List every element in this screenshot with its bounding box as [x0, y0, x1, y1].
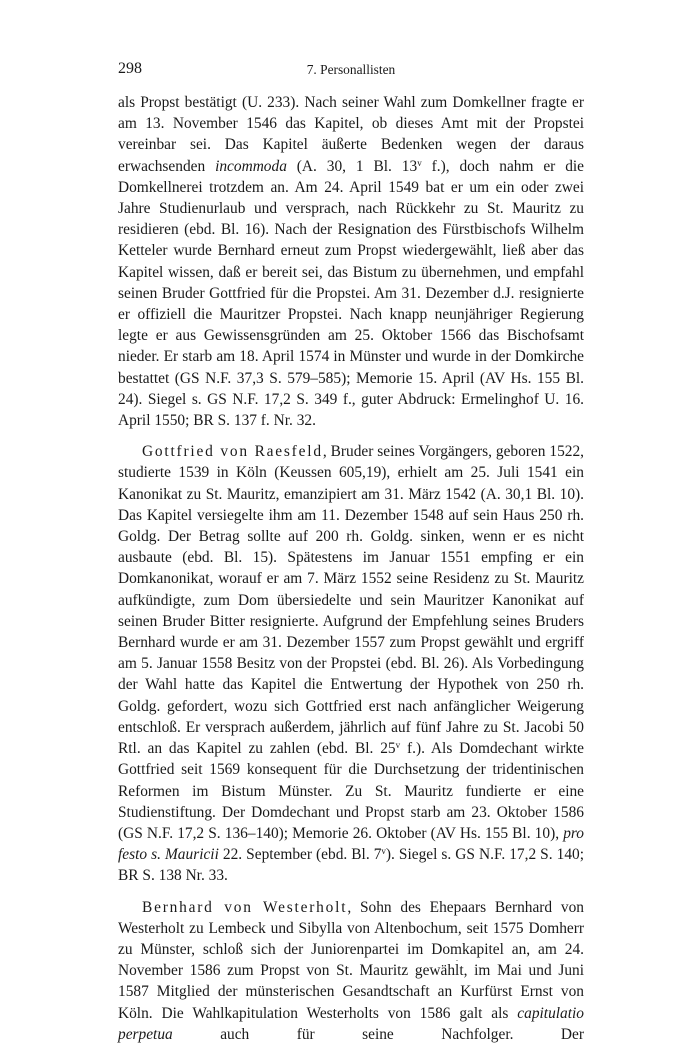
text-run: , Sohn des Ehepaars Bernhard von Westerholt zu Lembeck und Sibylla von Altenbochum, seit 1575 Domherr zu Münster, schloß sich der Juniorenpartei im Domkapitel an, am 24. November 1586 zum Propst von St. Mauritz gewählt, im Mai und Juni 1587 Mitglied der münsterischen Gesandtschaft an Kurfürst Ernst von Köln. Die Wahlkapitulation Westerholts von 1586 galt als: [118, 898, 584, 1022]
italic-term: capitulatio perpetua: [118, 1004, 584, 1043]
paragraph-bernhard-von-westerholt: [118, 897, 584, 1045]
body-text: [118, 92, 584, 1045]
text-run: f.). Als Domdechant wirkte Gottfried seit 1569 konsequent für die Durchsetzung der tridentinischen Reformen im Bistum Münster. Zu St. Mauritz fundierte er eine Studienstiftung. Der Domdechant und Propst starb am 23. Oktober 1586 (GS N.F. 17,2 S. 136–140); Memorie 26. Oktober (AV Hs. 155 Bl. 10),: [118, 740, 585, 842]
page-header: [118, 60, 584, 84]
scan-speck: [456, 960, 458, 961]
paragraph-gottfried-von-raesfeld: [118, 441, 584, 886]
text-run: als Propst bestätigt (U. 233). Nach seiner Wahl zum Domkellner fragte er am 13. November 1546 das Kapitel, ob dieses Amt mit der Propstei vereinbar sei. Das Kapitel äußerte Bedenken wegen der daraus erwachsenden: [118, 94, 584, 175]
paragraph-bernhard-raesfeld-continued: [118, 92, 584, 431]
text-run: f.), doch nahm er die Domkellnerei trotzdem an. Am 24. April 1549 bat er um ein oder zwei Jahre Studienurlaub und versprach, nach Rückkehr zu St. Mauritz zu residieren (ebd. Bl. 16). Nach der Resignation des Fürstbischofs Wilhelm Ketteler wurde Bernhard erneut zum Propst wiedergewählt, ließ aber das Kapitel wissen, daß er bereit sei, das Bistum zu übernehmen, und empfahl seinen Bruder Gottfried für die Propstei. Am 31. Dezember d.J. resignierte er offiziell die Mauritzer Propstei. Nach knapp neunjähriger Regierung legte er aus Gewissensgründen am 25. Oktober 1566 das Bischofsamt nieder. Er starb am 18. April 1574 in Münster und wurde in der Domkirche bestattet (GS N.F. 37,3 S. 579–585); Memorie 15. April (AV Hs. 155 Bl. 24). Siegel s. GS N.F. 17,2 S. 349 f., guter Abdruck: Ermelinghof U. 16. April 1550; BR S. 137 f. Nr. 32.: [118, 157, 585, 430]
person-name: Gottfried von Raesfeld: [142, 443, 323, 461]
superscript: v: [381, 846, 386, 857]
italic-term: incommoda: [215, 157, 287, 175]
person-name: Bernhard von Westerholt: [142, 898, 348, 916]
italic-term: pro festo s. Mauricii: [118, 824, 584, 864]
text-run: 22. September (ebd. Bl. 7: [218, 846, 382, 864]
text-run: (A. 30, 1 Bl. 13: [286, 157, 418, 175]
superscript: v: [395, 740, 401, 751]
text-run: ). Siegel s. GS N.F. 17,2 S. 140; BR S. 138 Nr. 33.: [118, 846, 584, 885]
running-title: 7. Personallisten: [306, 62, 396, 77]
page-number: 298: [118, 60, 142, 77]
text-run: , Bruder seines Vorgängers, geboren 1522, studierte 1539 in Köln (Keussen 605,19), erhielt am 25. Juli 1541 ein Kanonikat zu St. Mauritz, emanzipiert am 31. März 1542 (A. 30,1 Bl. 10). Das Kapitel versiegelte ihm am 11. Dezember 1548 auf sein Haus 250 rh. Goldg. Der Betrag sollte auf 200 rh. Goldg. sinken, wenn er es nicht ausbaute (ebd. Bl. 15). Spätestens im Januar 1551 empfing er ein Domkanonikat, worauf er am 7. März 1552 seine Residenz zu St. Mauritz aufkündigte, zum Dom übersiedelte und sein Mauritzer Kanonikat auf seinen Bruder Bitter resignierte. Aufgrund der Empfehlung seines Bruders Bernhard wurde er am 31. Dezember 1557 zum Propst gewählt und ergriff am 5. Januar 1558 Besitz von der Propstei (ebd. Bl. 26). Als Vorbedingung der Wahl hatte das Kapitel die Entwertung der Hypothek von 250 rh. Goldg. gefordert, wozu sich Gottfried erst nach anfänglicher Weigerung entschloß. Er versprach außerdem, jährlich auf fünf Jahre zu St. Jacobi 50 Rtl. an das Kapitel zu zahlen (ebd. Bl. 25: [118, 443, 585, 758]
superscript: v: [417, 157, 422, 168]
text-run: auch für seine Nachfolger. Der: [172, 1025, 584, 1043]
